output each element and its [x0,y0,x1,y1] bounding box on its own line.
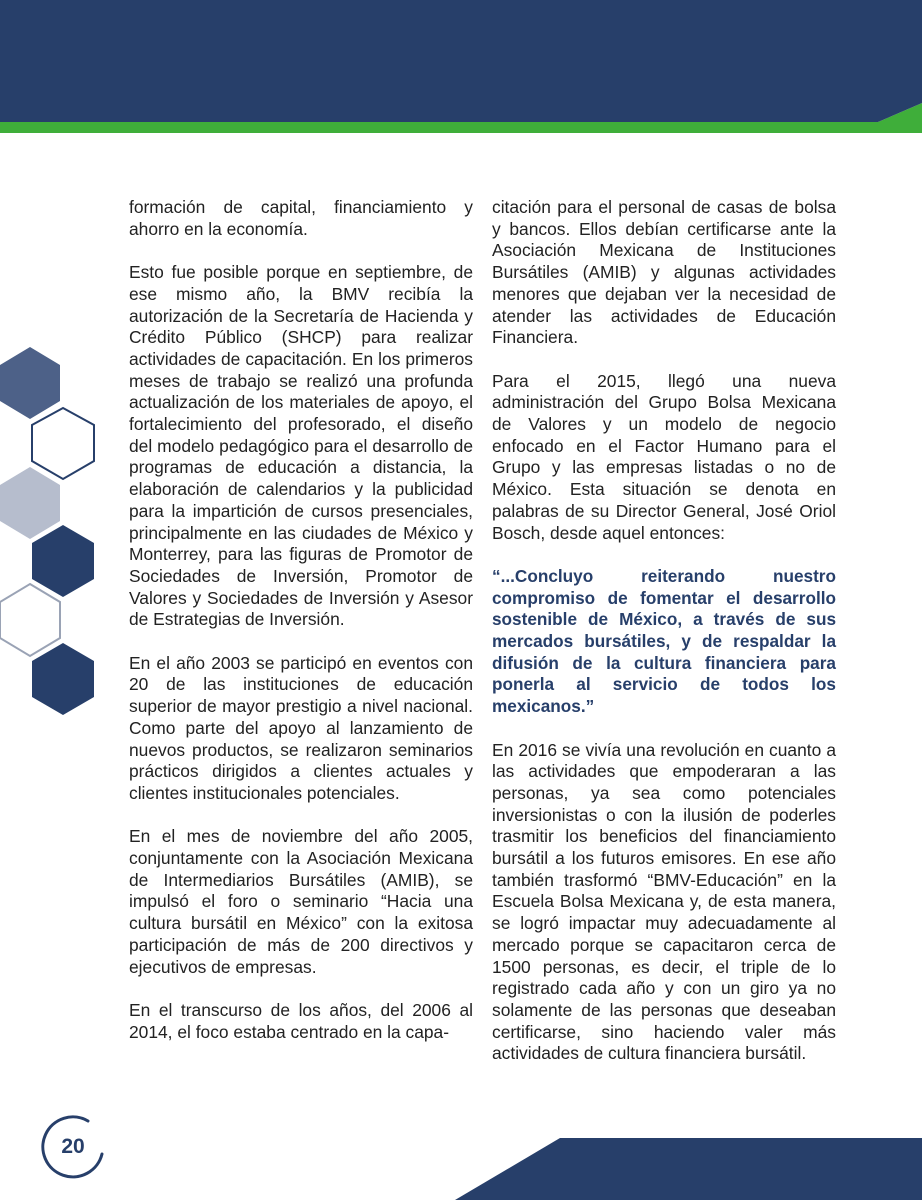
hexagon-decoration [0,340,110,720]
left-paragraph: En el transcurso de los años, del 2006 al 2014, el foco estaba centrado en la capa- [129,999,473,1042]
left-paragraph: En el año 2003 se participó en eventos con 20 de las instituciones de educación superior de mayor prestigio a nivel nacional. Como parte del apoyo al lanzamiento de nuevos productos, se realizaron seminarios prácticos dirigidos a clientes actuales y clientes institucionales potenciales. [129,652,473,803]
hexagon-navy-bottom [32,643,94,715]
director-quote: “...Concluyo reiterando nuestro compromiso de fomentar el desarrollo sostenible de México, a través de sus mercados bursátiles, y de respaldar la difusión de la cultura financiera para ponerla al servicio de todos los mexicanos.” [492,565,836,717]
right-column [492,197,836,1087]
header-navy-band [0,0,922,122]
page-number-badge [40,1114,106,1180]
left-paragraph: formación de capital, financiamiento y ahorro en la economía. [129,197,473,239]
hexagon-slate [0,347,60,419]
right-paragraph: En 2016 se vivía una revolución en cuanto a las actividades que empoderaran a las personas, ya sea como potenciales inversionistas o con la ilusión de poderles trasmitir los beneficios del financiamiento bursátil a los futuros emisores. En ese año también trasformó “BMV-Educación” en la Escuela Bolsa Mexicana y, de esta manera, se logró impactar muy adecuadamente al mercado porque se capacitaron cerca de 1500 personas, es decir, el triple de lo registrado cada año y con un giro ya no solamente de las personas que deseaban certificarse, sino haciendo valer más actividades de cultura financiera bursátil. [492,739,836,1064]
header-band [0,0,922,135]
hexagon-navy [32,525,94,597]
hexagon-light [0,467,60,539]
left-paragraph: Esto fue posible porque en septiembre, de ese mismo año, la BMV recibía la autorización de la Secretaría de Hacienda y Crédito Público (SHCP) para realizar actividades de capacitación. En los primeros meses de trabajo se realizó una profunda actualización de los materiales de apoyo, el fortalecimiento del profesorado, el diseño del modelo pedagógico para el desarrollo de programas de educación a distancia, la elaboración de calendarios y la publicidad para la impartición de cursos presenciales, principalmente en las ciudades de México y Monterrey, para las figuras de Promotor de Sociedades de Inversión, Promotor de Valores y Sociedades de Inversión y Asesor de Estrategias de Inversión. [129,262,473,630]
right-paragraph: citación para el personal de casas de bolsa y bancos. Ellos debían certificarse ante la Asociación Mexicana de Instituciones Bursátiles (AMIB) y algunas actividades menores que dejaban ver la necesidad de atender las actividades de Educación Financiera. [492,197,836,348]
hexagon-gray-outline [0,584,60,656]
left-paragraph: En el mes de noviembre del año 2005, conjuntamente con la Asociación Mexicana de Intermediarios Bursátiles (AMIB), se impulsó el foro o seminario “Hacia una cultura bursátil en México” con la exitosa participación de más de 200 directivos y ejecutivos de empresas. [129,826,473,977]
left-column [129,197,473,1065]
right-paragraph: Para el 2015, llegó una nueva administración del Grupo Bolsa Mexicana de Valores y un modelo de negocio enfocado en el Factor Humano para el Grupo y las empresas listadas o no de México. Esta situación se denota en palabras de su Director General, José Oriol Bosch, desde aquel entonces: [492,370,836,543]
footer-band [0,1138,922,1200]
footer-navy-shape [455,1138,922,1200]
page-number: 20 [61,1135,85,1158]
hexagon-navy-outline [32,408,94,479]
